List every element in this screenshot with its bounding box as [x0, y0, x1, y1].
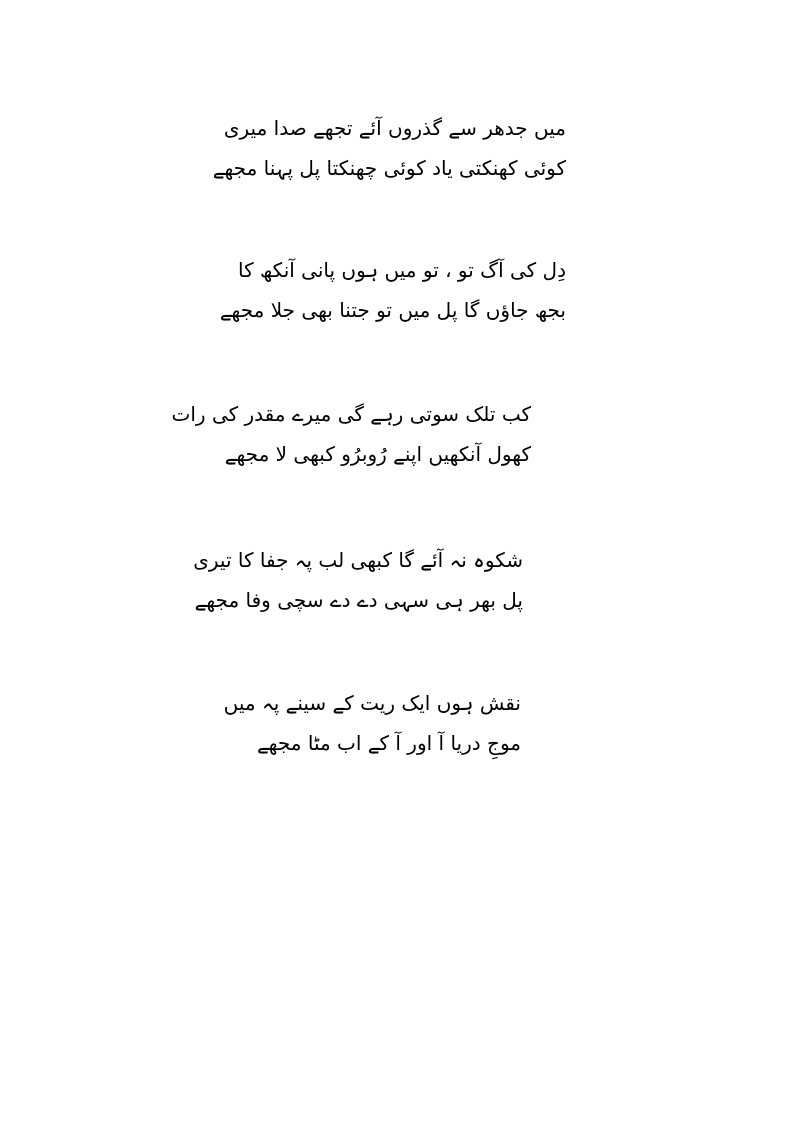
- stanza-3: [172, 394, 531, 474]
- poem-line: شکوہ نہ آئے گا کبھی لب پہ جفا کا تیری: [193, 548, 523, 572]
- poem-line: کوئی کھنکتی یاد کوئی چھنکتا پل پہنا مجھے: [212, 156, 566, 180]
- poem-line: دِل کی آگ تو ، تو میں ہوں پانی آنکھ کا: [238, 258, 566, 282]
- poem-line: بجھ جاؤں گا پل میں تو جتنا بھی جلا مجھے: [219, 298, 566, 322]
- poem-line: کھول آنکھیں اپنے رُوبرُو کبھی لا مجھے: [224, 442, 531, 466]
- poem-line: میں جدھر سے گذروں آئے تجھے صدا میری: [223, 116, 566, 140]
- poem-line: نقش ہوں ایک ریت کے سینے پہ میں: [223, 691, 521, 715]
- poem-line: پل بھر ہی سہی دے دے سچی وفا مجھے: [194, 588, 523, 612]
- stanza-5: [224, 683, 521, 763]
- stanza-2: [220, 250, 566, 330]
- stanza-1: [213, 108, 566, 188]
- stanza-4: [193, 540, 523, 620]
- poem-line: موجِ دریا آ اور آ کے اب مٹا مجھے: [256, 731, 521, 755]
- poem-line: کب تلک سوتی رہے گی میرے مقدر کی رات: [171, 402, 531, 426]
